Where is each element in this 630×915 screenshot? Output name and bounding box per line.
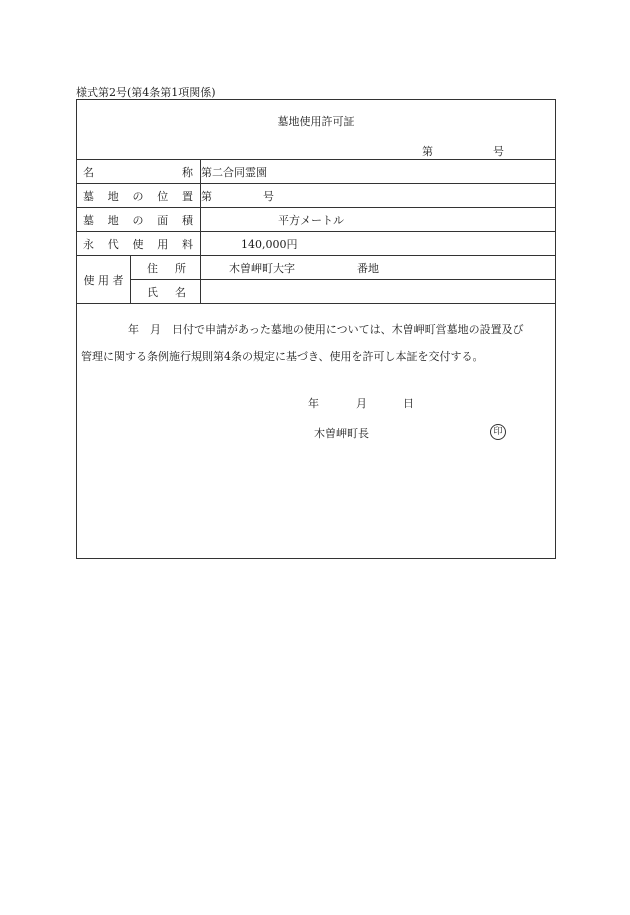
info-table <box>76 159 556 304</box>
row-user-address <box>77 256 556 280</box>
label-char: 墓 <box>83 189 94 203</box>
row-name <box>77 160 556 184</box>
name-value: 第二合同霊園 <box>201 160 556 184</box>
document-title: 墓地使用許可証 <box>277 115 355 128</box>
label-char: 面 <box>157 213 169 227</box>
location-value <box>201 184 556 208</box>
label-char: 代 <box>107 237 119 251</box>
label-char: 位 <box>157 189 169 203</box>
fee-value <box>201 232 556 256</box>
seal-mark: 印 <box>490 424 506 440</box>
permit-frame <box>76 99 556 559</box>
label-char: 料 <box>182 237 193 251</box>
location-label <box>77 184 201 208</box>
row-area <box>77 208 556 232</box>
area-unit: 平方メートル <box>278 213 344 227</box>
area-value <box>201 208 556 232</box>
user-name-value <box>201 280 556 304</box>
label-char: 用 <box>157 237 169 251</box>
row-fee <box>77 232 556 256</box>
label-char: 名 <box>175 285 186 299</box>
address-label <box>131 256 201 280</box>
name-label <box>77 160 201 184</box>
label-char: 使 <box>132 237 144 251</box>
address-suffix: 番地 <box>357 261 379 275</box>
label-char: 地 <box>107 213 119 227</box>
label-char: 所 <box>175 261 186 275</box>
label-char: の <box>132 213 144 227</box>
label-char: 住 <box>147 261 158 275</box>
label-char: 永 <box>83 237 94 251</box>
permit-statement <box>81 316 551 370</box>
address-value <box>201 256 556 280</box>
label-char: の <box>132 189 144 203</box>
fee-label <box>77 232 201 256</box>
row-user-name <box>77 280 556 304</box>
number-prefix: 第 <box>422 145 433 158</box>
user-name-label <box>131 280 201 304</box>
statement-line-1: 年 月 日付で申請があった墓地の使用については、木曽岬町営墓地の設置及び <box>128 323 524 336</box>
area-label <box>77 208 201 232</box>
label-char: 名 <box>83 165 94 179</box>
row-location <box>77 184 556 208</box>
label-char: 地 <box>107 189 119 203</box>
address-text: 木曽岬町大字 <box>229 261 295 275</box>
fee-amount: 140,000円 <box>241 237 298 251</box>
number-suffix: 号 <box>493 145 504 158</box>
label-char: 置 <box>182 189 193 203</box>
location-suffix: 号 <box>263 189 274 203</box>
location-prefix: 第 <box>201 189 212 203</box>
form-label: 様式第2号(第4条第1項関係) <box>76 86 216 99</box>
user-label: 使 用 者 <box>77 256 131 304</box>
label-char: 氏 <box>147 285 158 299</box>
date-day: 日 <box>403 397 414 410</box>
label-char: 積 <box>182 213 193 227</box>
label-char: 称 <box>182 165 193 179</box>
mayor-title: 木曽岬町長 <box>314 427 369 440</box>
date-month: 月 <box>356 397 367 410</box>
label-char: 墓 <box>83 213 94 227</box>
statement-line-2: 管理に関する条例施行規則第4条の規定に基づき、使用を許可し本証を交付する。 <box>81 350 484 363</box>
date-year: 年 <box>308 397 319 410</box>
